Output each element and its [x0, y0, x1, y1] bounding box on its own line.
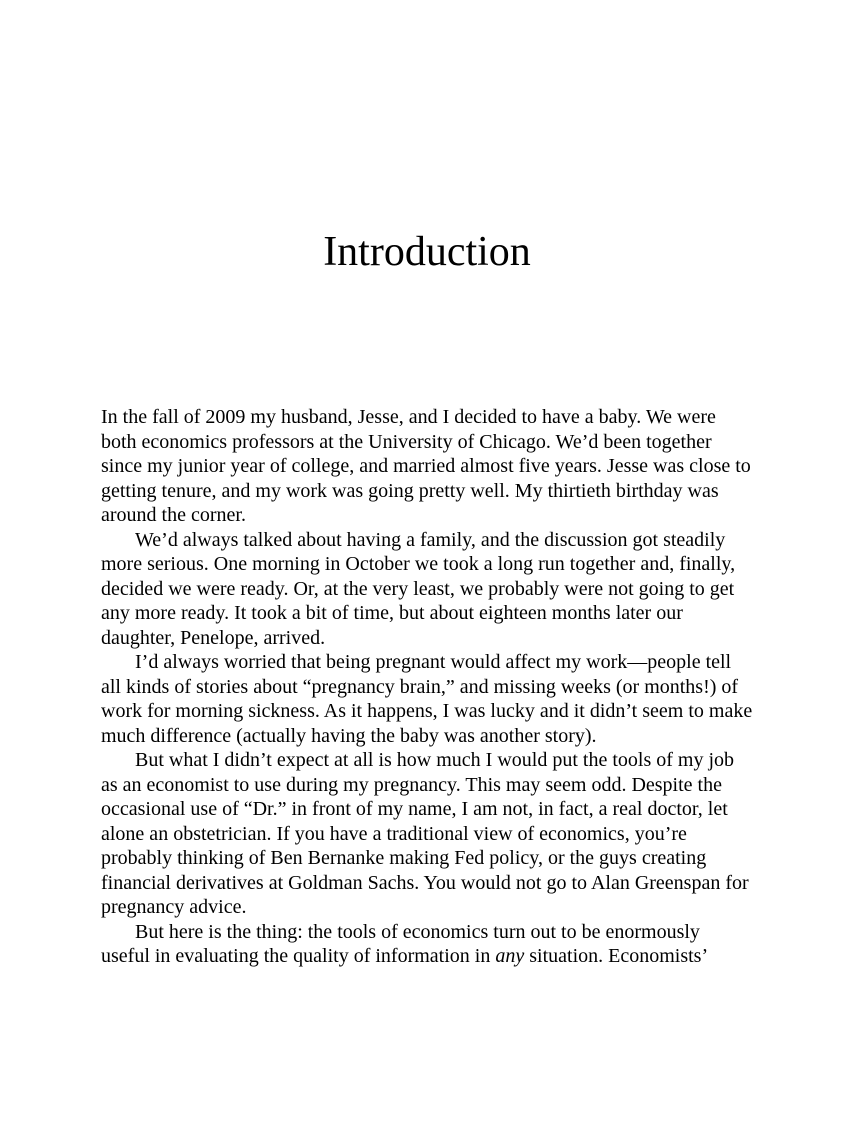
paragraph — [101, 528, 753, 651]
italic-text-run: any — [495, 945, 525, 967]
text-run: situation. Economists’ — [524, 945, 709, 967]
paragraph — [101, 748, 753, 920]
text-run: But here is the thing: the tools of economics turn out to be enormously useful in evaluating the quality of information in — [101, 920, 700, 967]
text-run: But what I didn’t expect at all is how much I would put the tools of my job as an economist to use during my pregnancy. This may seem odd. Despite the occasional use of “Dr.” in front of my name, I am not, in fact, a real doctor, let alone an obstetrician. If you have a traditional view of economics, you’re probably thinking of Ben Bernanke making Fed policy, or the guys creating financial derivatives at Goldman Sachs. You would not go to Alan Greenspan for pregnancy advice. — [101, 749, 749, 918]
paragraph — [101, 405, 753, 528]
text-run: We’d always talked about having a family, and the discussion got steadily more serious. One morning in October we took a long run together and, finally, decided we were ready. Or, at the very least, we probably were not going to get any more ready. It took a bit of time, but about eighteen months later our daughter, Penelope, arrived. — [101, 528, 736, 649]
chapter-title: Introduction — [323, 229, 531, 275]
body-text — [101, 405, 753, 969]
paragraph — [101, 650, 753, 748]
paragraph — [101, 920, 753, 969]
text-run: I’d always worried that being pregnant would affect my work—people tell all kinds of stories about “pregnancy brain,” and missing weeks (or months!) of work for morning sickness. As it happens, I was lucky and it didn’t seem to make much difference (actually having the baby was another story). — [101, 651, 753, 747]
text-run: In the fall of 2009 my husband, Jesse, and I decided to have a baby. We were both economics professors at the University of Chicago. We’d been together since my junior year of college, and married almost five years. Jesse was close to getting tenure, and my work was going pretty well. My thirtieth birthday was around the corner. — [101, 406, 751, 526]
